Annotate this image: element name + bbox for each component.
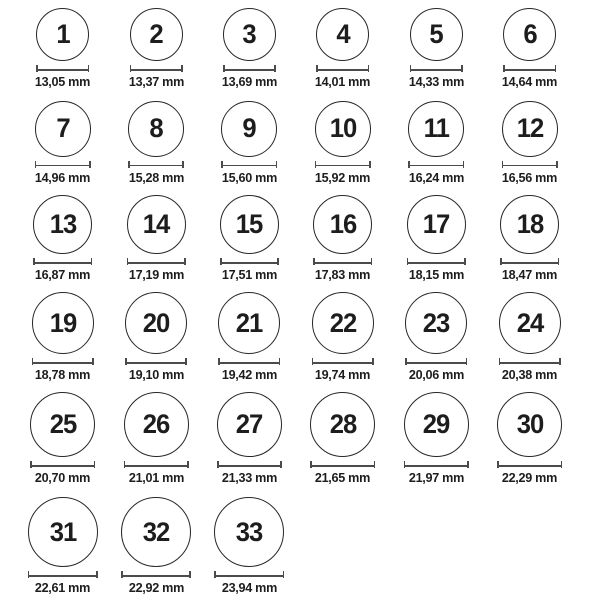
- ring-circle: [35, 101, 91, 157]
- ring-size-number: 19: [49, 307, 77, 338]
- diameter-measure-line: [125, 358, 187, 365]
- diameter-label: 19,74 mm: [315, 367, 371, 382]
- diameter-measure-line: [214, 571, 284, 578]
- diameter-label: 16,87 mm: [35, 267, 91, 282]
- ring-circle: [32, 292, 94, 354]
- measure-right-tick-icon: [189, 571, 191, 578]
- ring-circle: [30, 392, 95, 457]
- ring-size-cell: [109, 101, 202, 185]
- diameter-label: 20,70 mm: [35, 470, 91, 485]
- measure-right-tick-icon: [371, 258, 373, 265]
- measure-horizontal-line: [405, 362, 467, 364]
- ring-circle: [36, 8, 89, 61]
- diameter-label: 18,15 mm: [408, 267, 464, 282]
- diameter-measure-line: [124, 461, 189, 468]
- diameter-measure-line: [315, 161, 371, 168]
- diameter-label: 21,65 mm: [315, 470, 371, 485]
- measure-right-tick-icon: [89, 161, 91, 168]
- ring-row: [16, 95, 600, 190]
- measure-horizontal-line: [316, 69, 369, 71]
- ring-circle: [217, 392, 282, 457]
- diameter-measure-line: [407, 258, 466, 265]
- ring-size-cell: [296, 292, 389, 382]
- ring-circle: [125, 292, 187, 354]
- ring-circle: [28, 497, 98, 567]
- diameter-measure-line: [35, 161, 91, 168]
- diameter-label: 21,01 mm: [128, 470, 184, 485]
- measure-right-tick-icon: [556, 161, 558, 168]
- measure-right-tick-icon: [279, 358, 281, 365]
- ring-size-cell: [203, 392, 296, 485]
- ring-size-cell: [390, 392, 483, 485]
- ring-circle: [408, 101, 464, 157]
- diameter-measure-line: [127, 258, 186, 265]
- measure-horizontal-line: [313, 262, 372, 264]
- ring-circle: [405, 292, 467, 354]
- ring-circle: [312, 292, 374, 354]
- measure-horizontal-line: [128, 165, 184, 167]
- measure-horizontal-line: [36, 69, 89, 71]
- measure-right-tick-icon: [368, 65, 370, 72]
- ring-size-cell: [296, 195, 389, 282]
- ring-circle: [33, 195, 92, 254]
- diameter-measure-line: [130, 65, 183, 72]
- measure-horizontal-line: [35, 165, 91, 167]
- ring-circle: [316, 8, 369, 61]
- ring-size-cell: [203, 292, 296, 382]
- ring-circle: [310, 392, 375, 457]
- diameter-measure-line: [28, 571, 98, 578]
- measure-horizontal-line: [223, 69, 276, 71]
- measure-horizontal-line: [221, 165, 277, 167]
- ring-size-number: 28: [329, 409, 357, 439]
- ring-size-number: 1: [56, 19, 70, 49]
- ring-size-cell: [203, 195, 296, 282]
- ring-size-cell: [203, 8, 296, 89]
- ring-row: [16, 2, 600, 95]
- diameter-label: 14,01 mm: [315, 74, 371, 89]
- diameter-label: 22,29 mm: [502, 470, 558, 485]
- diameter-label: 14,33 mm: [408, 74, 464, 89]
- ring-size-number: 25: [49, 409, 77, 439]
- measure-horizontal-line: [410, 69, 463, 71]
- ring-size-cell: [390, 292, 483, 382]
- diameter-label: 22,92 mm: [128, 580, 184, 595]
- ring-circle: [221, 101, 277, 157]
- ring-size-number: 32: [142, 516, 170, 547]
- ring-row: [16, 190, 600, 287]
- ring-size-number: 27: [236, 409, 263, 439]
- diameter-label: 13,69 mm: [221, 74, 278, 89]
- measure-horizontal-line: [500, 262, 559, 264]
- ring-size-number: 16: [329, 209, 357, 239]
- measure-right-tick-icon: [92, 358, 94, 365]
- measure-right-tick-icon: [283, 571, 285, 578]
- ring-circle: [410, 8, 463, 61]
- diameter-label: 15,92 mm: [315, 169, 371, 185]
- diameter-label: 22,61 mm: [35, 580, 91, 595]
- ring-size-number: 30: [516, 409, 543, 439]
- diameter-label: 13,37 mm: [128, 74, 184, 89]
- diameter-measure-line: [121, 571, 191, 578]
- diameter-label: 17,83 mm: [315, 267, 371, 282]
- diameter-measure-line: [408, 161, 464, 168]
- ring-circle: [214, 497, 284, 567]
- ring-circle: [404, 392, 469, 457]
- measure-horizontal-line: [315, 165, 371, 167]
- diameter-measure-line: [36, 65, 89, 72]
- ring-size-number: 24: [516, 307, 543, 338]
- diameter-label: 13,05 mm: [35, 74, 91, 89]
- ring-size-cell: [483, 195, 576, 282]
- diameter-measure-line: [310, 461, 375, 468]
- ring-size-cell: [16, 101, 109, 185]
- diameter-measure-line: [30, 461, 95, 468]
- ring-size-cell: [109, 292, 202, 382]
- ring-size-cell: [109, 195, 202, 282]
- diameter-measure-line: [499, 358, 561, 365]
- ring-circle: [497, 392, 562, 457]
- ring-size-cell: [203, 497, 296, 595]
- diameter-measure-line: [316, 65, 369, 72]
- measure-right-tick-icon: [187, 461, 189, 468]
- ring-size-number: 17: [422, 209, 450, 239]
- diameter-measure-line: [503, 65, 556, 72]
- ring-size-cell: [390, 195, 483, 282]
- measure-horizontal-line: [130, 69, 183, 71]
- ring-size-number: 29: [422, 409, 450, 439]
- diameter-measure-line: [217, 461, 282, 468]
- ring-size-number: 8: [149, 113, 163, 143]
- measure-right-tick-icon: [181, 65, 183, 72]
- measure-horizontal-line: [499, 362, 561, 364]
- measure-horizontal-line: [125, 362, 187, 364]
- measure-horizontal-line: [28, 575, 98, 577]
- ring-size-cell: [296, 101, 389, 185]
- measure-right-tick-icon: [276, 161, 278, 168]
- ring-size-cell: [483, 392, 576, 485]
- measure-right-tick-icon: [91, 258, 93, 265]
- ring-size-number: 5: [429, 19, 443, 49]
- ring-row: [16, 387, 600, 490]
- ring-circle: [220, 195, 279, 254]
- ring-circle: [127, 195, 186, 254]
- diameter-measure-line: [221, 161, 277, 168]
- measure-right-tick-icon: [555, 65, 557, 72]
- ring-size-cell: [16, 292, 109, 382]
- ring-size-number: 3: [242, 19, 257, 49]
- ring-size-number: 10: [329, 113, 357, 143]
- measure-horizontal-line: [220, 262, 279, 264]
- measure-horizontal-line: [121, 575, 191, 577]
- measure-right-tick-icon: [561, 461, 563, 468]
- ring-size-cell: [296, 8, 389, 89]
- ring-circle: [499, 292, 561, 354]
- measure-horizontal-line: [407, 262, 466, 264]
- diameter-measure-line: [404, 461, 469, 468]
- ring-size-number: 22: [329, 307, 357, 338]
- diameter-label: 15,28 mm: [128, 169, 184, 185]
- diameter-measure-line: [497, 461, 562, 468]
- ring-circle: [500, 195, 559, 254]
- measure-right-tick-icon: [466, 358, 468, 365]
- ring-row: [16, 490, 600, 600]
- measure-horizontal-line: [33, 262, 92, 264]
- diameter-measure-line: [500, 258, 559, 265]
- diameter-measure-line: [502, 161, 558, 168]
- ring-size-cell: [109, 8, 202, 89]
- ring-size-number: 15: [236, 209, 263, 239]
- ring-circle: [313, 195, 372, 254]
- measure-right-tick-icon: [558, 258, 560, 265]
- diameter-label: 20,38 mm: [502, 367, 558, 382]
- ring-circle: [407, 195, 466, 254]
- measure-right-tick-icon: [461, 65, 463, 72]
- diameter-label: 15,60 mm: [221, 169, 278, 185]
- ring-size-cell: [109, 497, 202, 595]
- ring-size-number: 4: [336, 19, 350, 49]
- ring-circle: [128, 101, 184, 157]
- measure-horizontal-line: [214, 575, 284, 577]
- ring-size-cell: [483, 101, 576, 185]
- measure-right-tick-icon: [374, 461, 376, 468]
- measure-horizontal-line: [408, 165, 464, 167]
- ring-size-cell: [390, 101, 483, 185]
- diameter-label: 18,78 mm: [35, 367, 91, 382]
- measure-right-tick-icon: [277, 258, 279, 265]
- measure-horizontal-line: [217, 465, 282, 467]
- measure-right-tick-icon: [372, 358, 374, 365]
- ring-size-cell: [296, 392, 389, 485]
- measure-right-tick-icon: [185, 358, 187, 365]
- measure-horizontal-line: [310, 465, 375, 467]
- diameter-measure-line: [405, 358, 467, 365]
- measure-right-tick-icon: [96, 571, 98, 578]
- ring-size-number: 14: [142, 209, 170, 239]
- measure-right-tick-icon: [369, 161, 371, 168]
- measure-horizontal-line: [404, 465, 469, 467]
- measure-right-tick-icon: [88, 65, 90, 72]
- diameter-label: 20,06 mm: [408, 367, 464, 382]
- diameter-label: 21,97 mm: [408, 470, 464, 485]
- measure-right-tick-icon: [463, 161, 465, 168]
- ring-size-number: 11: [423, 113, 449, 143]
- ring-size-number: 6: [522, 19, 537, 49]
- diameter-label: 18,47 mm: [502, 267, 558, 282]
- ring-size-cell: [483, 292, 576, 382]
- ring-size-cell: [16, 392, 109, 485]
- diameter-label: 17,51 mm: [221, 267, 278, 282]
- ring-size-number: 2: [149, 19, 163, 49]
- measure-horizontal-line: [218, 362, 280, 364]
- measure-horizontal-line: [124, 465, 189, 467]
- measure-right-tick-icon: [184, 258, 186, 265]
- diameter-measure-line: [313, 258, 372, 265]
- ring-circle: [502, 101, 558, 157]
- diameter-measure-line: [128, 161, 184, 168]
- measure-right-tick-icon: [464, 258, 466, 265]
- diameter-label: 16,56 mm: [502, 169, 558, 185]
- ring-circle: [130, 8, 183, 61]
- measure-horizontal-line: [312, 362, 374, 364]
- ring-size-number: 18: [516, 209, 543, 239]
- ring-circle: [124, 392, 189, 457]
- ring-size-number: 31: [49, 516, 77, 547]
- ring-size-number: 26: [142, 409, 170, 439]
- diameter-measure-line: [32, 358, 94, 365]
- measure-horizontal-line: [30, 465, 95, 467]
- diameter-measure-line: [312, 358, 374, 365]
- diameter-measure-line: [223, 65, 276, 72]
- ring-circle: [121, 497, 191, 567]
- ring-size-number: 13: [49, 209, 77, 239]
- measure-horizontal-line: [502, 165, 558, 167]
- measure-horizontal-line: [497, 465, 562, 467]
- measure-horizontal-line: [503, 69, 556, 71]
- diameter-label: 16,24 mm: [408, 169, 464, 185]
- ring-size-cell: [109, 392, 202, 485]
- measure-right-tick-icon: [94, 461, 96, 468]
- measure-right-tick-icon: [559, 358, 561, 365]
- ring-row: [16, 287, 600, 387]
- diameter-label: 17,19 mm: [128, 267, 184, 282]
- measure-right-tick-icon: [182, 161, 184, 168]
- diameter-label: 19,10 mm: [128, 367, 184, 382]
- ring-size-cell: [483, 8, 576, 89]
- ring-circle: [218, 292, 280, 354]
- measure-horizontal-line: [32, 362, 94, 364]
- ring-size-cell: [16, 195, 109, 282]
- ring-size-number: 33: [236, 516, 263, 547]
- ring-size-cell: [16, 8, 109, 89]
- ring-size-cell: [203, 101, 296, 185]
- ring-size-cell: [390, 8, 483, 89]
- diameter-measure-line: [218, 358, 280, 365]
- diameter-measure-line: [33, 258, 92, 265]
- diameter-measure-line: [410, 65, 463, 72]
- ring-size-number: 7: [56, 113, 70, 143]
- measure-right-tick-icon: [274, 65, 276, 72]
- ring-size-number: 12: [516, 113, 543, 143]
- measure-horizontal-line: [127, 262, 186, 264]
- ring-size-number: 23: [422, 307, 450, 338]
- measure-right-tick-icon: [280, 461, 282, 468]
- ring-circle: [315, 101, 371, 157]
- ring-circle: [503, 8, 556, 61]
- ring-circle: [223, 8, 276, 61]
- diameter-label: 14,64 mm: [502, 74, 558, 89]
- ring-size-number: 20: [142, 307, 170, 338]
- ring-size-number: 9: [242, 113, 257, 143]
- diameter-measure-line: [220, 258, 279, 265]
- measure-right-tick-icon: [467, 461, 469, 468]
- diameter-label: 21,33 mm: [221, 470, 278, 485]
- diameter-label: 23,94 mm: [221, 580, 278, 595]
- diameter-label: 14,96 mm: [35, 169, 91, 185]
- diameter-label: 19,42 mm: [221, 367, 278, 382]
- ring-size-cell: [16, 497, 109, 595]
- ring-size-number: 21: [236, 307, 263, 338]
